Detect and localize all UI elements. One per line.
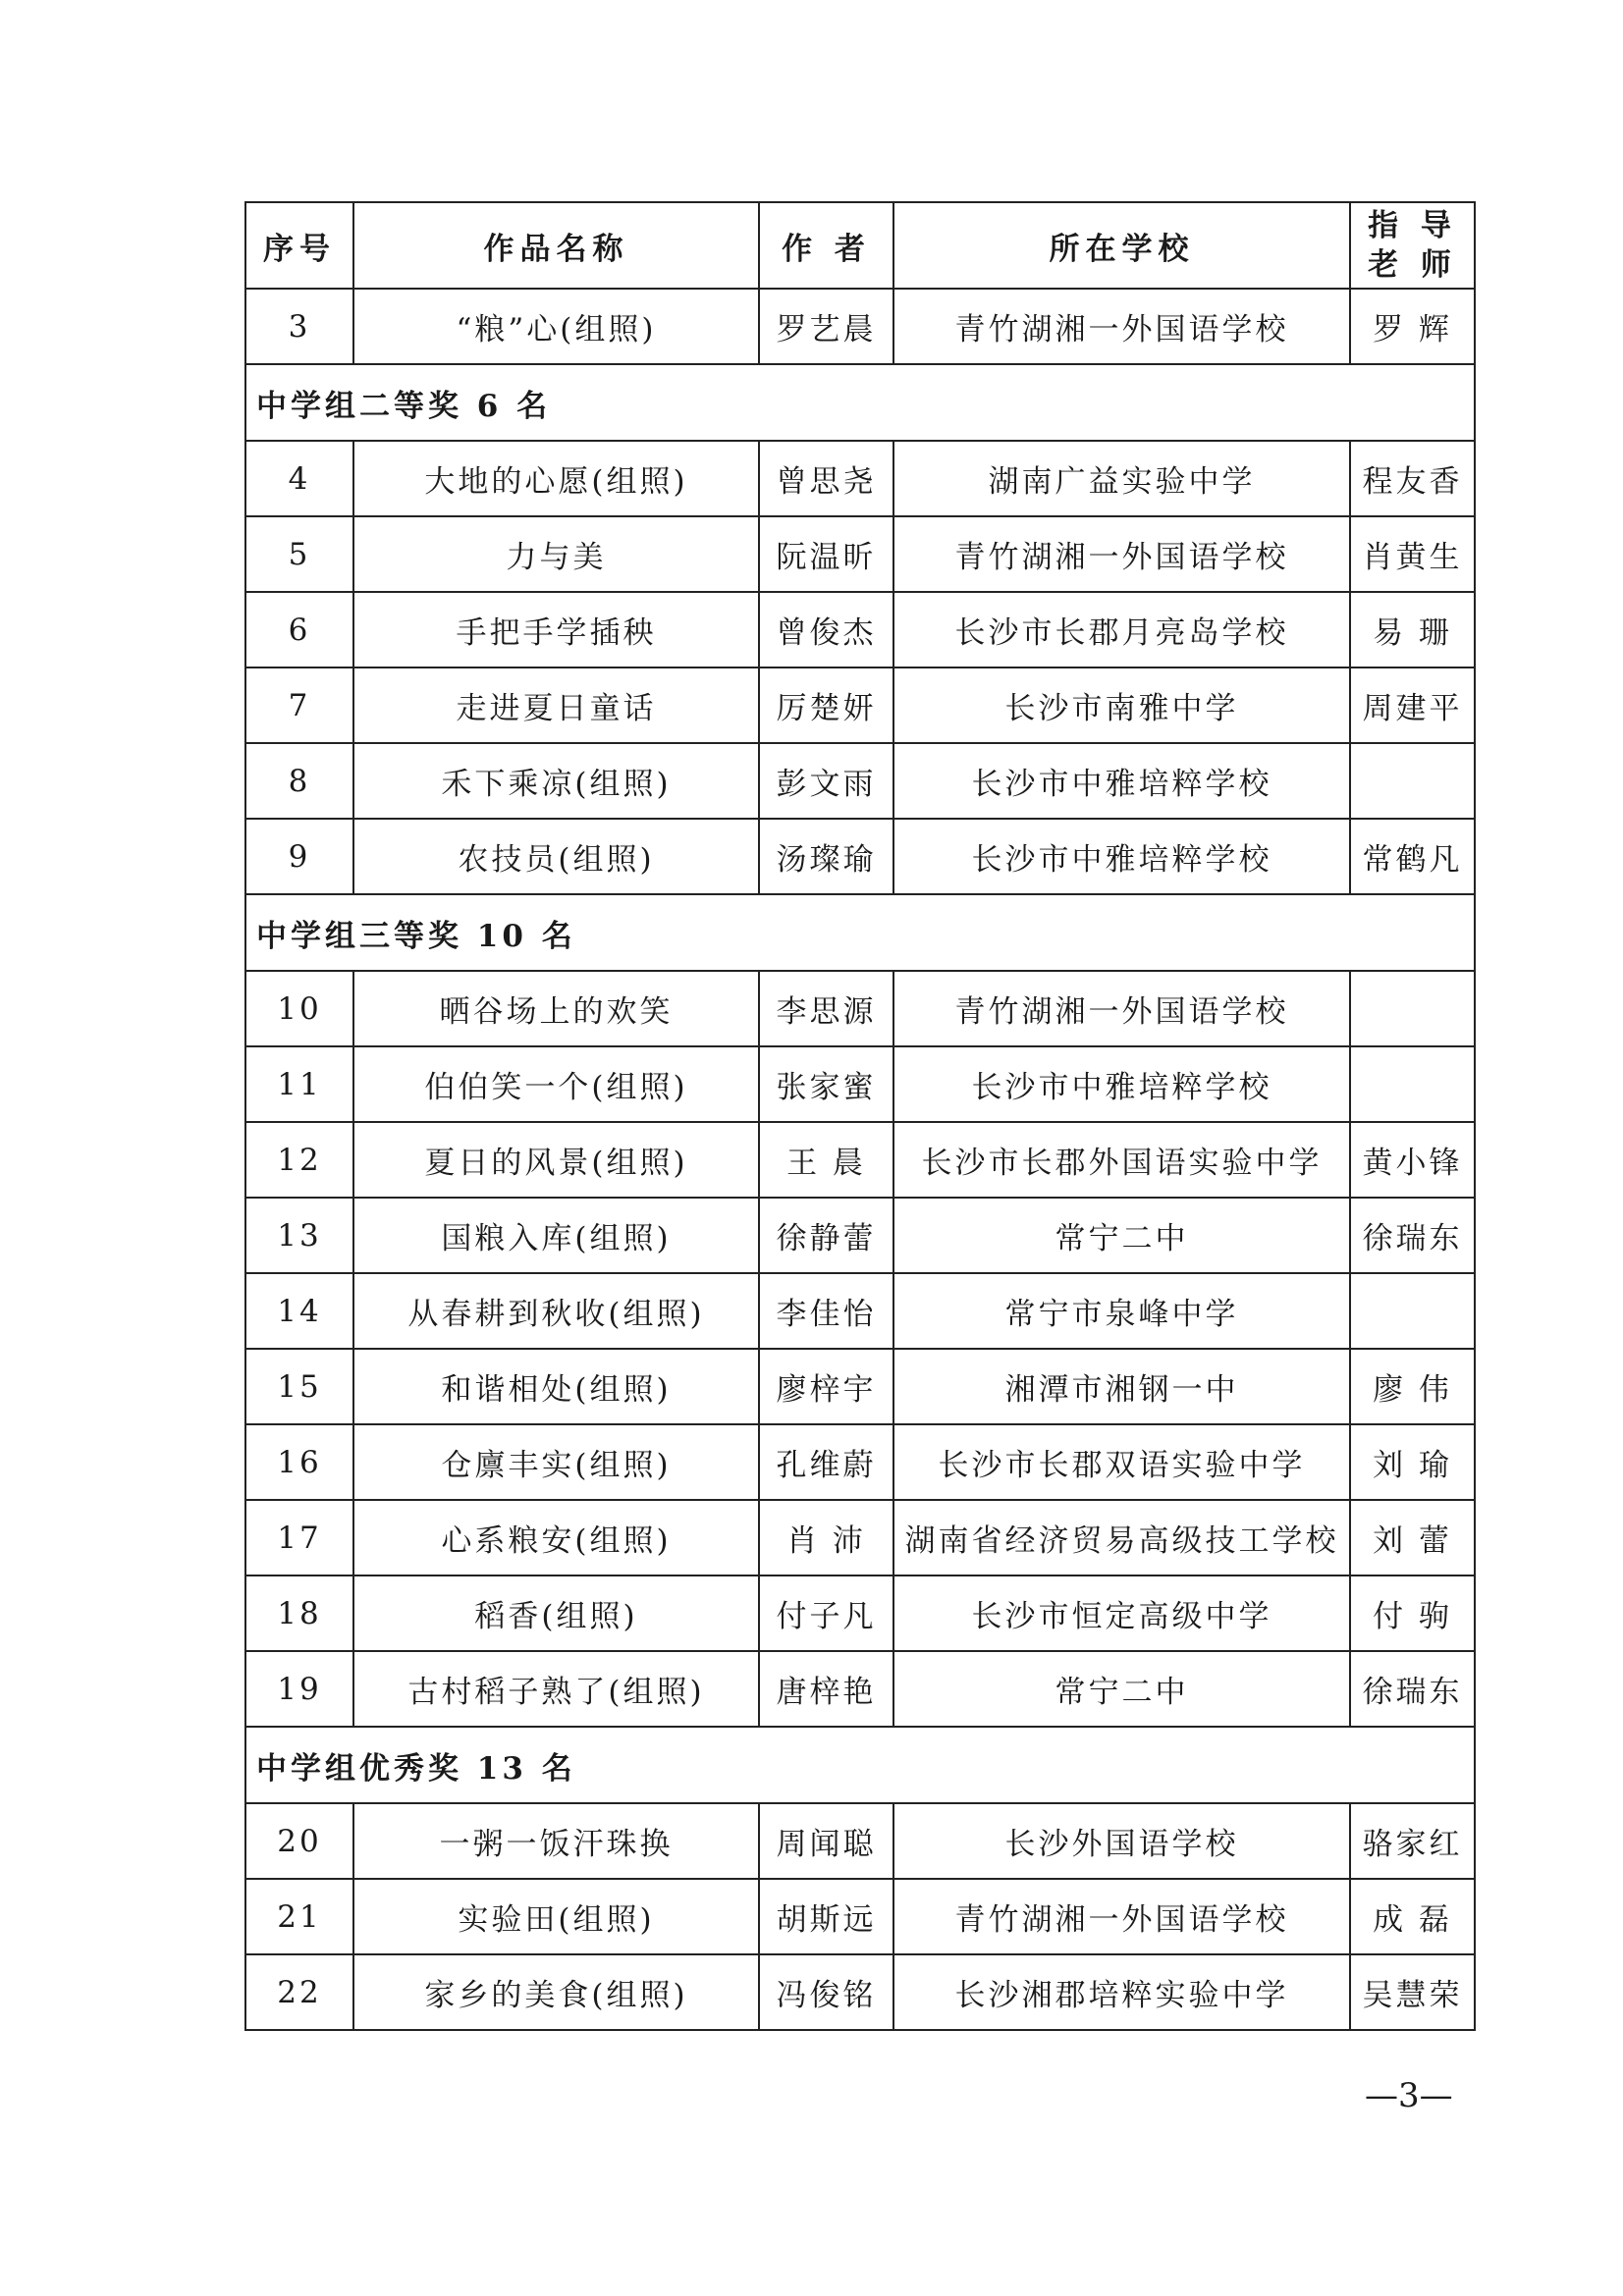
table-row [245, 819, 1475, 894]
cell-teacher: 周建平 [1350, 667, 1475, 743]
cell-teacher: 廖 伟 [1350, 1349, 1475, 1424]
table-row [245, 1273, 1475, 1349]
table-row [245, 1046, 1475, 1122]
cell-teacher: 刘 蕾 [1350, 1500, 1475, 1575]
cell-author: 曾思尧 [759, 441, 893, 516]
table-row [245, 1198, 1475, 1273]
cell-index: 3 [245, 289, 353, 364]
cell-school: 长沙市中雅培粹学校 [893, 1046, 1350, 1122]
cell-author: 李思源 [759, 971, 893, 1046]
cell-author: 胡斯远 [759, 1879, 893, 1954]
cell-teacher: 常鹤凡 [1350, 819, 1475, 894]
cell-work-title: “粮”心(组照) [353, 289, 759, 364]
table-row [245, 667, 1475, 743]
group-heading: 中学组优秀奖 13 名 [245, 1727, 1475, 1803]
table-header-row [245, 202, 1475, 289]
cell-index: 20 [245, 1803, 353, 1879]
header-teacher-line1: 指 导 [1368, 208, 1457, 243]
group-heading: 中学组二等奖 6 名 [245, 364, 1475, 441]
cell-index: 14 [245, 1273, 353, 1349]
cell-school: 长沙市中雅培粹学校 [893, 819, 1350, 894]
cell-author: 付子凡 [759, 1575, 893, 1651]
cell-index: 17 [245, 1500, 353, 1575]
cell-work-title: 古村稻子熟了(组照) [353, 1651, 759, 1727]
cell-teacher [1350, 971, 1475, 1046]
page-number: —3— [1365, 2076, 1453, 2115]
cell-work-title: 禾下乘凉(组照) [353, 743, 759, 819]
cell-index: 6 [245, 592, 353, 667]
cell-school: 长沙市长郡双语实验中学 [893, 1424, 1350, 1500]
cell-school: 湖南省经济贸易高级技工学校 [893, 1500, 1350, 1575]
table-body [245, 289, 1475, 2030]
table-row [245, 516, 1475, 592]
cell-school: 长沙外国语学校 [893, 1803, 1350, 1879]
cell-work-title: 手把手学插秧 [353, 592, 759, 667]
cell-work-title: 实验田(组照) [353, 1879, 759, 1954]
cell-school: 青竹湖湘一外国语学校 [893, 971, 1350, 1046]
cell-author: 罗艺晨 [759, 289, 893, 364]
cell-teacher: 付 驹 [1350, 1575, 1475, 1651]
group-heading-row [245, 364, 1475, 441]
cell-school: 青竹湖湘一外国语学校 [893, 1879, 1350, 1954]
awards-table [244, 201, 1476, 2031]
cell-teacher: 徐瑞东 [1350, 1198, 1475, 1273]
cell-work-title: 家乡的美食(组照) [353, 1954, 759, 2030]
cell-work-title: 仓廪丰实(组照) [353, 1424, 759, 1500]
cell-school: 湘潭市湘钢一中 [893, 1349, 1350, 1424]
cell-teacher [1350, 1273, 1475, 1349]
cell-index: 11 [245, 1046, 353, 1122]
table-row [245, 743, 1475, 819]
group-heading-row [245, 1727, 1475, 1803]
cell-teacher: 程友香 [1350, 441, 1475, 516]
cell-author: 张家蜜 [759, 1046, 893, 1122]
cell-teacher: 刘 瑜 [1350, 1424, 1475, 1500]
cell-index: 5 [245, 516, 353, 592]
header-teacher-line2: 老 师 [1368, 247, 1457, 283]
cell-work-title: 心系粮安(组照) [353, 1500, 759, 1575]
cell-index: 9 [245, 819, 353, 894]
cell-index: 19 [245, 1651, 353, 1727]
cell-teacher: 吴慧荣 [1350, 1954, 1475, 2030]
cell-teacher: 黄小锋 [1350, 1122, 1475, 1198]
cell-index: 22 [245, 1954, 353, 2030]
cell-author: 王 晨 [759, 1122, 893, 1198]
table-row [245, 1424, 1475, 1500]
table-row [245, 1651, 1475, 1727]
cell-author: 彭文雨 [759, 743, 893, 819]
cell-teacher: 肖黄生 [1350, 516, 1475, 592]
cell-school: 常宁市泉峰中学 [893, 1273, 1350, 1349]
cell-index: 10 [245, 971, 353, 1046]
header-teacher [1350, 202, 1475, 289]
cell-work-title: 力与美 [353, 516, 759, 592]
cell-index: 18 [245, 1575, 353, 1651]
cell-index: 16 [245, 1424, 353, 1500]
cell-index: 4 [245, 441, 353, 516]
table-row [245, 1349, 1475, 1424]
table-row [245, 441, 1475, 516]
table-row [245, 1954, 1475, 2030]
header-work-title: 作品名称 [353, 202, 759, 289]
cell-school: 长沙湘郡培粹实验中学 [893, 1954, 1350, 2030]
cell-teacher: 易 珊 [1350, 592, 1475, 667]
cell-work-title: 伯伯笑一个(组照) [353, 1046, 759, 1122]
cell-school: 长沙市长郡外国语实验中学 [893, 1122, 1350, 1198]
header-author: 作 者 [759, 202, 893, 289]
table-row [245, 971, 1475, 1046]
cell-author: 汤璨瑜 [759, 819, 893, 894]
cell-index: 15 [245, 1349, 353, 1424]
group-heading-row [245, 894, 1475, 971]
cell-school: 长沙市南雅中学 [893, 667, 1350, 743]
cell-index: 21 [245, 1879, 353, 1954]
table-row [245, 1803, 1475, 1879]
cell-school: 常宁二中 [893, 1198, 1350, 1273]
cell-work-title: 从春耕到秋收(组照) [353, 1273, 759, 1349]
cell-author: 唐梓艳 [759, 1651, 893, 1727]
cell-index: 7 [245, 667, 353, 743]
cell-work-title: 大地的心愿(组照) [353, 441, 759, 516]
cell-teacher: 徐瑞东 [1350, 1651, 1475, 1727]
cell-work-title: 国粮入库(组照) [353, 1198, 759, 1273]
cell-work-title: 农技员(组照) [353, 819, 759, 894]
cell-school: 长沙市长郡月亮岛学校 [893, 592, 1350, 667]
cell-author: 孔维蔚 [759, 1424, 893, 1500]
cell-school: 青竹湖湘一外国语学校 [893, 289, 1350, 364]
table-row [245, 1879, 1475, 1954]
cell-author: 冯俊铭 [759, 1954, 893, 2030]
cell-author: 厉楚妍 [759, 667, 893, 743]
cell-school: 青竹湖湘一外国语学校 [893, 516, 1350, 592]
cell-teacher: 罗 辉 [1350, 289, 1475, 364]
cell-work-title: 走进夏日童话 [353, 667, 759, 743]
cell-school: 长沙市中雅培粹学校 [893, 743, 1350, 819]
cell-index: 13 [245, 1198, 353, 1273]
header-index: 序号 [245, 202, 353, 289]
cell-author: 曾俊杰 [759, 592, 893, 667]
cell-school: 常宁二中 [893, 1651, 1350, 1727]
cell-index: 8 [245, 743, 353, 819]
table-row [245, 289, 1475, 364]
header-school: 所在学校 [893, 202, 1350, 289]
cell-author: 廖梓宇 [759, 1349, 893, 1424]
cell-author: 李佳怡 [759, 1273, 893, 1349]
group-heading: 中学组三等奖 10 名 [245, 894, 1475, 971]
cell-work-title: 晒谷场上的欢笑 [353, 971, 759, 1046]
cell-author: 肖 沛 [759, 1500, 893, 1575]
cell-author: 阮温昕 [759, 516, 893, 592]
table-row [245, 1575, 1475, 1651]
cell-teacher: 成 磊 [1350, 1879, 1475, 1954]
cell-index: 12 [245, 1122, 353, 1198]
table-row [245, 1500, 1475, 1575]
cell-teacher: 骆家红 [1350, 1803, 1475, 1879]
cell-author: 周闻聪 [759, 1803, 893, 1879]
cell-teacher [1350, 1046, 1475, 1122]
cell-teacher [1350, 743, 1475, 819]
cell-work-title: 一粥一饭汗珠换 [353, 1803, 759, 1879]
cell-work-title: 稻香(组照) [353, 1575, 759, 1651]
cell-work-title: 夏日的风景(组照) [353, 1122, 759, 1198]
cell-author: 徐静蕾 [759, 1198, 893, 1273]
table-row [245, 592, 1475, 667]
cell-school: 湖南广益实验中学 [893, 441, 1350, 516]
cell-work-title: 和谐相处(组照) [353, 1349, 759, 1424]
table-row [245, 1122, 1475, 1198]
cell-school: 长沙市恒定高级中学 [893, 1575, 1350, 1651]
